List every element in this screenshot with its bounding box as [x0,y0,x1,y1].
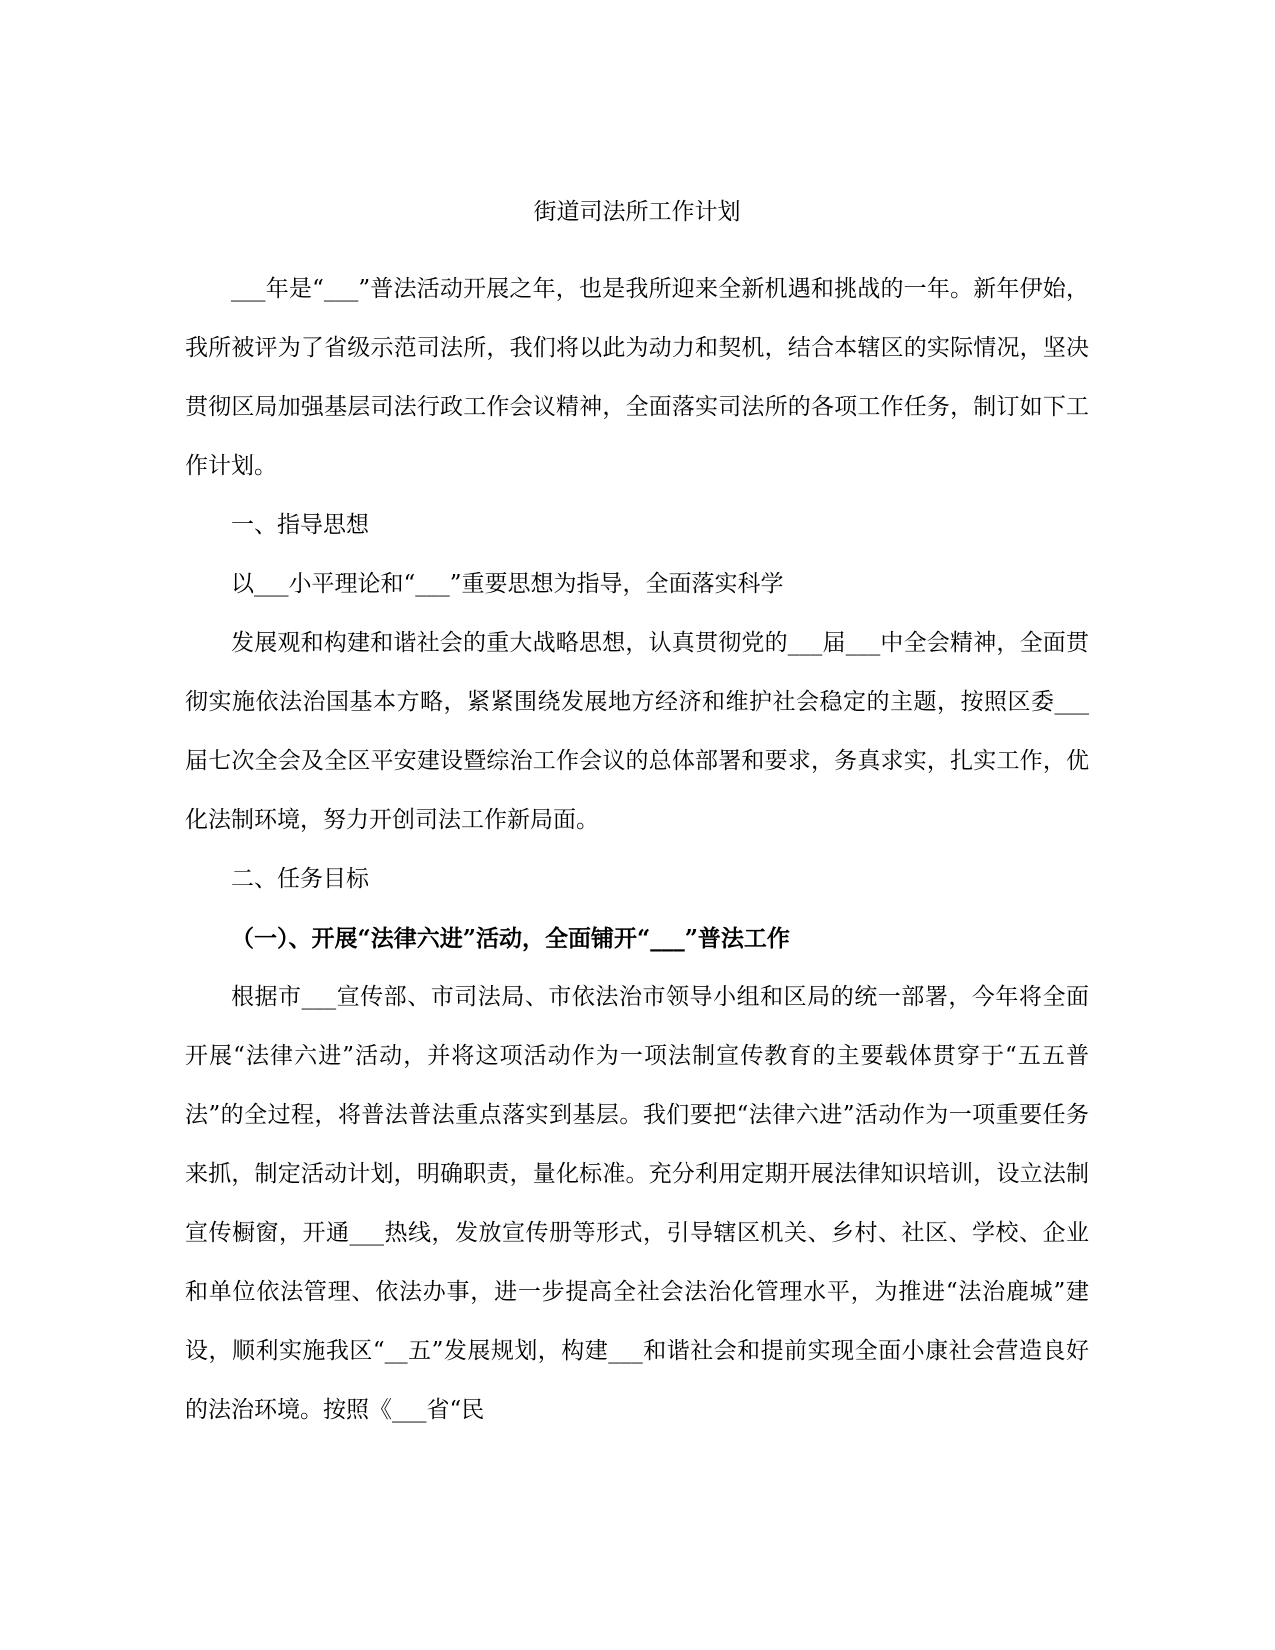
subsection-heading-law-six-entries: （一）、开展“法律六进”活动，全面铺开“___”普法工作 [231,925,790,952]
paragraph-guiding-ideology-line1: 以___小平理论和“___”重要思想为指导，全面落实科学 [231,571,784,597]
paragraph-law-six-entries: 根据市___宣传部、市司法局、市依法治市领导小组和区局的统一部署，今年将全面开展“法律六进”活动，并将这项活动作为一项法制宣传教育的主要载体贯穿于“五五普法”的全过程，将普法普法重点落实到基层。我们要把“法律六进”活动作为一项重要任务来抓，制定活动计划，明确职责，量化标准。充分利用定期开展法律知识培训，设立法制宣传橱窗，开通___热线，发放宣传册等形式，引导辖区机关、乡村、社区、学校、企业和单位依法管理、依法办事，进一步提高全社会法治化管理水平，为推进“法治鹿城”建设，顺利实施我区“__五”发展规划，构建___和谐社会和提前实现全面小康社会营造良好的法治环境。按照《___省“民 [185,984,1089,1423]
section-heading-task-goals: 二、任务目标 [231,866,369,892]
document-title: 街道司法所工作计划 [533,199,741,225]
document-body [185,192,1089,1440]
paragraph-intro: ___年是“___”普法活动开展之年，也是我所迎来全新机遇和挑战的一年。新年伊始，我所被评为了省级示范司法所，我们将以此为动力和契机，结合本辖区的实际情况，坚决贯彻区局加强基层司法行政工作会议精神，全面落实司法所的各项工作任务，制订如下工作计划。 [185,276,1089,479]
section-heading-guiding-ideology: 一、指导思想 [231,512,369,538]
paragraph-guiding-ideology: 发展观和构建和谐社会的重大战略思想，认真贯彻党的___届___中全会精神，全面贯彻实施依法治国基本方略，紧紧围绕发展地方经济和维护社会稳定的主题，按照区委___届七次全会及全区平安建设暨综治工作会议的总体部署和要求，务真求实，扎实工作，优化法制环境，努力开创司法工作新局面。 [185,630,1089,833]
